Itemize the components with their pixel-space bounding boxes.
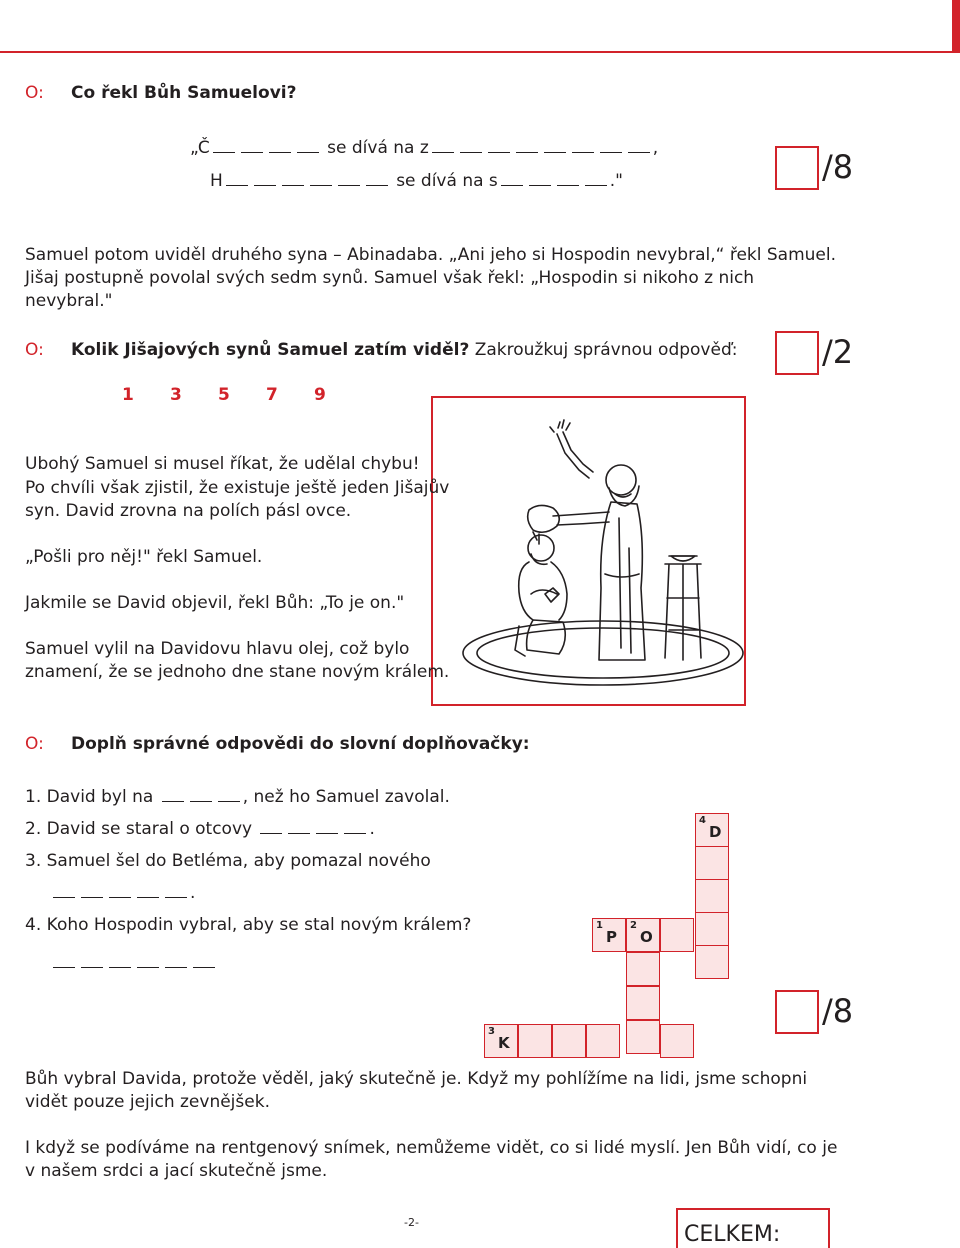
q2-score-box[interactable] <box>775 331 819 375</box>
q2-option-9[interactable]: 9 <box>314 385 326 405</box>
q1-answer-line-1[interactable]: „Č se dívá na z , <box>190 138 659 158</box>
corner-tab <box>952 0 960 53</box>
cross-cell-p-1[interactable]: 1 P <box>592 918 626 952</box>
story-line7: znamení, že se jednoho dne stane novým králem. <box>25 662 450 682</box>
story-line2: Po chvíli však zjistil, že existuje ještě jeden Jišajův <box>25 478 450 498</box>
q2-prefix: O: <box>25 340 44 360</box>
q1-question: Co řekl Bůh Samuelovi? <box>71 83 297 103</box>
q3-item-1[interactable]: 1. David byl na , než ho Samuel zavolal. <box>25 787 450 807</box>
q3-item-3-blanks[interactable]: . <box>50 882 195 905</box>
q1-score-box[interactable] <box>775 146 819 190</box>
q1-answer-line-2[interactable]: H se dívá na s ." <box>210 171 624 191</box>
cross-cell-o-4[interactable] <box>626 1020 660 1054</box>
ending-line3: I když se podíváme na rentgenový snímek, nemůžeme vidět, co si lidé myslí. Jen Bůh vidí, co je <box>25 1138 838 1158</box>
ending-line1: Bůh vybral Davida, protože věděl, jaký skutečně je. Když my pohlížíme na lidi, jsme schopni <box>25 1069 808 1089</box>
footer-total-label: CELKEM: <box>684 1222 781 1247</box>
illustration-frame <box>431 396 746 706</box>
para1-line3: nevybral." <box>25 291 113 311</box>
para1-line2: Jišaj postupně povolal svých sedm synů. Samuel však řekl: „Hospodin si nikoho z nich <box>25 268 755 288</box>
q3-item-4[interactable]: 4. Koho Hospodin vybral, aby se stal novým králem? <box>25 915 472 935</box>
anointing-illustration <box>433 398 744 704</box>
cross-cell-d-2[interactable] <box>695 846 729 880</box>
q2-option-1[interactable]: 1 <box>122 385 134 405</box>
cross-cell-d-3[interactable] <box>695 879 729 913</box>
q1-score: /8 <box>822 148 854 186</box>
q2-option-7[interactable]: 7 <box>266 385 278 405</box>
q3-score: /8 <box>822 992 854 1030</box>
cross-cell-k-1[interactable]: 3 K <box>484 1024 518 1058</box>
cross-cell-o-2[interactable] <box>626 952 660 986</box>
story-line5: Jakmile se David objevil, řekl Bůh: „To je on." <box>25 593 405 613</box>
q2-question: Kolik Jišajových synů Samuel zatím viděl? <box>71 340 470 360</box>
story-line6: Samuel vylil na Davidovu hlavu olej, což bylo <box>25 639 410 659</box>
q2-instruction: Zakroužkuj správnou odpověď: <box>474 340 738 360</box>
top-rule <box>0 51 952 53</box>
story-line3: syn. David zrovna na polích pásl ovce. <box>25 501 352 521</box>
q3-item-2[interactable]: 2. David se staral o otcovy . <box>25 819 375 839</box>
para1-line1: Samuel potom uviděl druhého syna – Abinadaba. „Ani jeho si Hospodin nevybral,“ řekl Samuel. <box>25 245 837 265</box>
page-number: -2- <box>404 1216 419 1229</box>
q3-question: Doplň správné odpovědi do slovní doplňovačky: <box>71 734 530 754</box>
story-line4: „Pošli pro něj!" řekl Samuel. <box>25 547 263 567</box>
q2-score: /2 <box>822 333 854 371</box>
cross-cell-d-5[interactable] <box>695 945 729 979</box>
cross-cell-d-1[interactable]: 4 D <box>695 813 729 847</box>
cross-cell-k-2[interactable] <box>518 1024 552 1058</box>
q2-option-3[interactable]: 3 <box>170 385 182 405</box>
cross-cell-k-6[interactable] <box>660 1024 694 1058</box>
cross-cell-o-3[interactable] <box>626 986 660 1020</box>
q1-prefix: O: <box>25 83 44 103</box>
cross-cell-p-2[interactable]: 2 O <box>626 918 660 952</box>
cross-cell-p-3[interactable] <box>660 918 694 952</box>
q2-question-line <box>71 339 737 362</box>
cross-cell-k-4[interactable] <box>586 1024 620 1058</box>
cross-cell-k-3[interactable] <box>552 1024 586 1058</box>
q3-prefix: O: <box>25 734 44 754</box>
story-line1: Ubohý Samuel si musel říkat, že udělal chybu! <box>25 454 420 474</box>
cross-cell-d-4[interactable] <box>695 912 729 946</box>
ending-line2: vidět pouze jejich zevnějšek. <box>25 1092 270 1112</box>
q3-item-4-blanks[interactable] <box>50 952 218 975</box>
q3-item-3[interactable]: 3. Samuel šel do Betléma, aby pomazal nového <box>25 851 431 871</box>
q2-option-5[interactable]: 5 <box>218 385 230 405</box>
q3-score-box[interactable] <box>775 990 819 1034</box>
ending-line4: v našem srdci a jací skutečně jsme. <box>25 1161 328 1181</box>
